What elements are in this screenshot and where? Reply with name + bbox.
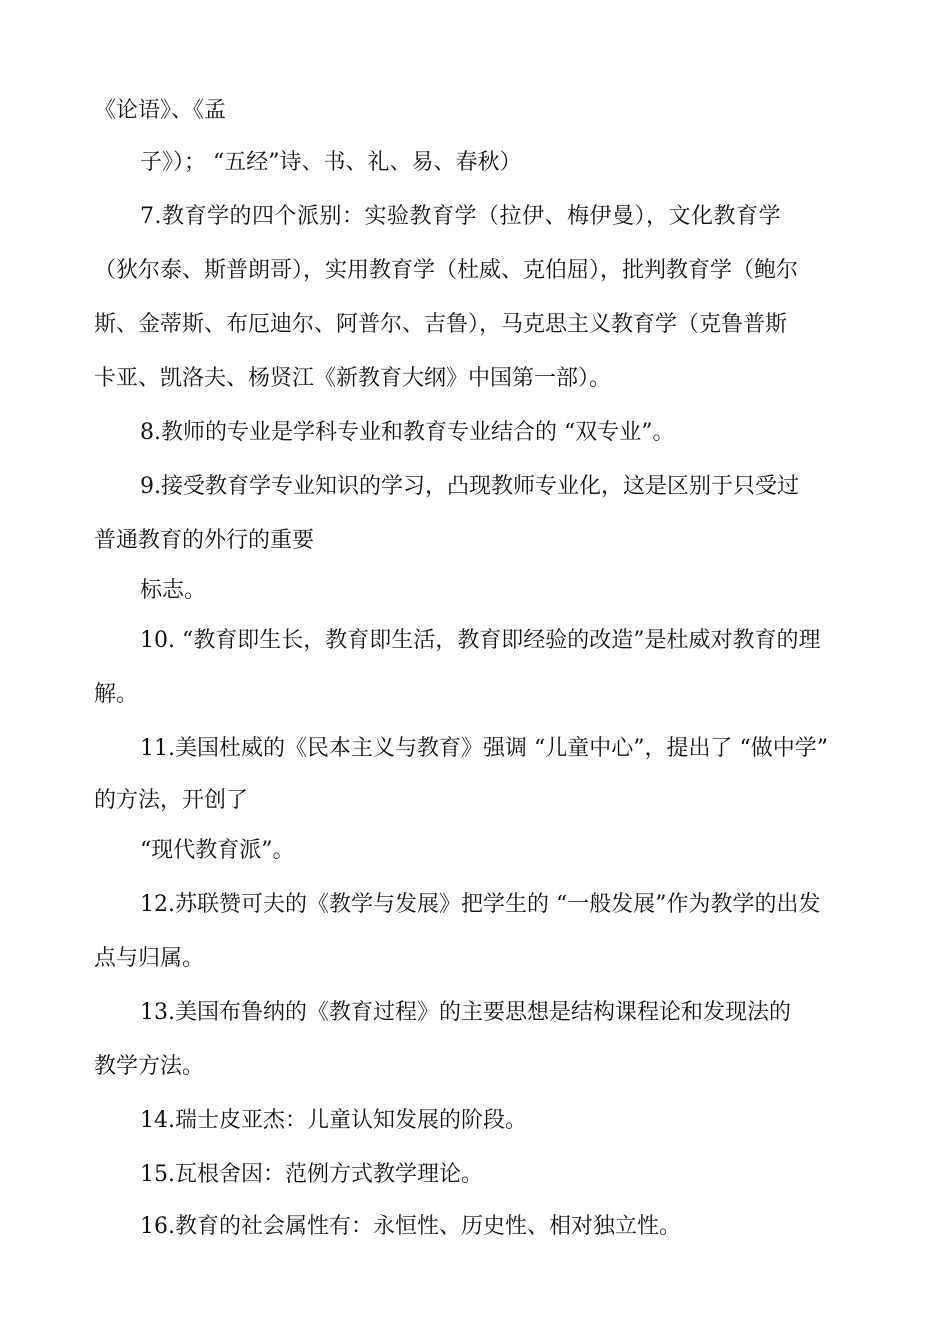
text-line-16: 12.苏联赞可夫的《教学与发展》把学生的 “一般发展”作为教学的出发 <box>140 892 821 917</box>
text-line-19: 教学方法。 <box>94 1054 205 1079</box>
text-line-15: “现代教育派”。 <box>140 838 295 863</box>
text-line-17: 点与归属。 <box>94 946 205 971</box>
text-line-12: 解。 <box>94 682 139 707</box>
text-line-10: 标志。 <box>140 578 207 603</box>
text-line-9: 普通教育的外行的重要 <box>94 528 315 553</box>
text-line-22: 16.教育的社会属性有：永恒性、历史性、相对独立性。 <box>140 1214 681 1239</box>
text-line-20: 14.瑞士皮亚杰：儿童认知发展的阶段。 <box>140 1108 527 1133</box>
text-line-7: 8.教师的专业是学科专业和教育专业结合的 “双专业”。 <box>140 420 675 445</box>
text-line-8: 9.接受教育学专业知识的学习，凸现教师专业化，这是区别于只受过 <box>140 474 799 499</box>
text-line-6: 卡亚、凯洛夫、杨贤江《新教育大纲》中国第一部）。 <box>94 366 612 391</box>
text-line-18: 13.美国布鲁纳的《教育过程》的主要思想是结构课程论和发现法的 <box>140 1000 791 1025</box>
text-line-2: 子》）； “五经”诗、书、礼、易、春秋） <box>140 150 522 175</box>
text-line-13: 11.美国杜威的《民本主义与教育》强调 “儿童中心”，提出了 “做中学” <box>140 736 828 761</box>
text-line-3: 7.教育学的四个派别：实验教育学（拉伊、梅伊曼），文化教育学 <box>140 204 781 229</box>
text-line-21: 15.瓦根舍因：范例方式教学理论。 <box>140 1162 483 1187</box>
text-line-4: （狄尔泰、斯普朗哥），实用教育学（杜威、克伯屈），批判教育学（鲍尔 <box>94 258 799 283</box>
text-line-11: 10. “教育即生长，教育即生活，教育即经验的改造”是杜威对教育的理 <box>140 628 821 653</box>
text-line-14: 的方法，开创了 <box>94 788 249 813</box>
text-line-5: 斯、金蒂斯、布厄迪尔、阿普尔、吉鲁），马克思主义教育学（克鲁普斯 <box>94 312 788 337</box>
text-line-1: 《论语》、《孟 <box>94 98 227 123</box>
